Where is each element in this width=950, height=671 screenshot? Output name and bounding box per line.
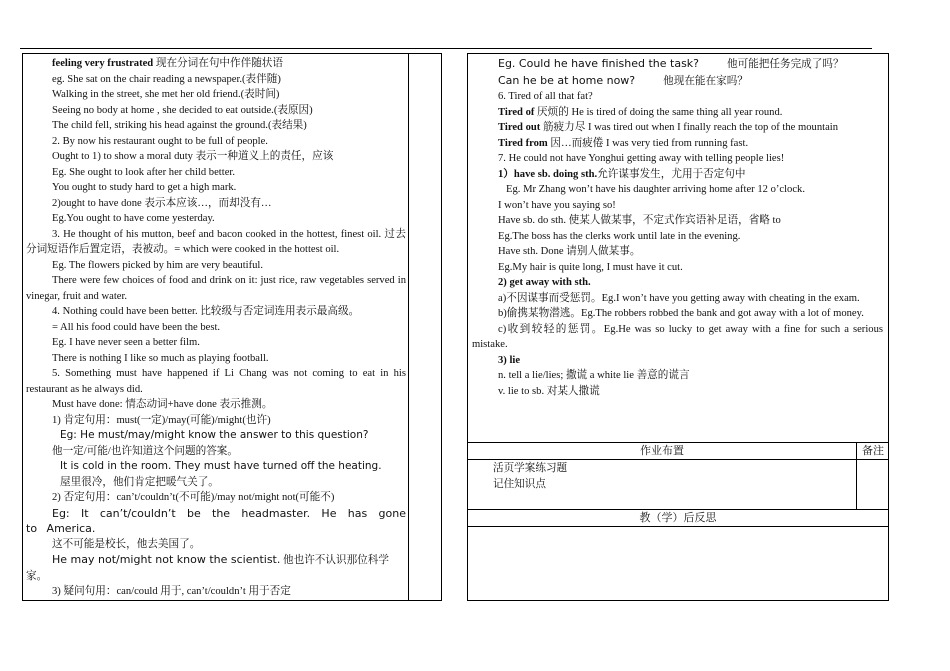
text-line: 4. Nothing could have been better. 比较级与否定词连用表示最高级。 (52, 306, 360, 317)
text-line: 7. He could not have Yonghui getting away with telling people lies! (498, 153, 785, 164)
text-line: 这不可能是校长，他去美国了。 (52, 538, 201, 550)
text-line: Tired out 筋疲力尽 I was tired out when I finally reach the top of the mountain (498, 122, 839, 133)
text-paragraph: He may not/might not know the scientist. 他也许不认识那位科学家。 (26, 553, 389, 582)
header-rule (20, 48, 872, 49)
text-line: Ought to 1) to show a moral duty 表示一种道义上的责任，应该 (52, 151, 334, 162)
text-line: 1）have sb. doing sth.允许谋事发生，尤用于否定句中 (498, 168, 746, 180)
homework-content (493, 461, 567, 492)
left-column-text (26, 56, 406, 600)
right-column-table (467, 53, 889, 601)
homework-item: 记住知识点 (493, 478, 546, 490)
text-line: There is nothing I like so much as playing football. (52, 352, 269, 364)
text-line: 2)ought to have done 表示本应该…，而却没有… (52, 197, 272, 209)
text-paragraph: 3. He thought of his mutton, beef and bacon cooked in the hottest, finest oil. 过去分词短语作后置定语，表被动。= which were cooked in the hottest oil. (26, 228, 406, 255)
text-line: Eg. The flowers picked by him are very beautiful. (52, 259, 264, 271)
right-column-text (472, 56, 883, 399)
text-line: Have sb. do sth. 使某人做某事，不定式作宾语补足语，省略 to (498, 215, 781, 226)
text-line: v. lie to sb. 对某人撒谎 (498, 385, 600, 397)
text-line: 3) lie (498, 354, 521, 366)
text-line: Eg.The boss has the clerks work until late in the evening. (498, 230, 741, 242)
homework-title: 作业布置 (640, 445, 684, 457)
homework-header-row (468, 442, 888, 460)
text-line: You ought to study hard to get a high mark. (52, 182, 237, 193)
text-line: Have sth. Done 请别人做某事。 (498, 246, 641, 257)
bold-phrase: feeling very frustrated (52, 58, 154, 69)
text-paragraph: a)不因谋事而受惩罚。Eg.I won’t have you getting away with cheating in the exam. (498, 292, 860, 304)
text-paragraph: 5. Something must have happened if Li Chang was not coming to eat in his restaurant as he always did. (26, 368, 406, 395)
text-line: Walking in the street, she met her old friend.(表时间) (52, 89, 280, 100)
text-paragraph: There were few choices of food and drink on it: just rice, raw vegetables served in vinegar, fruit and water. (26, 275, 406, 302)
text-line: 1) 肯定句用：must(一定)/may(可能)/might(也许) (52, 414, 271, 426)
text-line: It is cold in the room. They must have turned off the heating. (60, 460, 382, 472)
text-line: Eg.My hair is quite long, I must have it cut. (498, 261, 683, 273)
text-line: eg. She sat on the chair reading a newspaper.(表伴随) (52, 73, 281, 85)
text-line: Eg: He must/may/might know the answer to this question? (60, 429, 369, 441)
text-paragraph: b)偷携某物潜逃。Eg.The robbers robbed the bank and got away with a lot of money. (498, 308, 864, 319)
text-line: feeling very frustrated 现在分词在句中作伴随状语 (52, 58, 283, 69)
notes-cell (856, 459, 889, 509)
left-notes-column (408, 54, 441, 600)
text-line: Eg.You ought to have come yesterday. (52, 213, 215, 224)
text-line: Tired from 因…而疲倦 I was very tied from running fast. (498, 137, 749, 149)
text-line: Must have done: 情态动词+have done 表示推测。 (52, 399, 273, 410)
text-line: The child fell, striking his head against the ground.(表结果) (52, 120, 307, 131)
reflection-title: 教（学）后反思 (468, 509, 888, 527)
text-line: = All his food could have been the best. (52, 321, 221, 333)
text-line: 2. By now his restaurant ought to be full of people. (52, 135, 268, 147)
text-line: 3) 疑问句用：can/could 用于, can’t/couldn’t 用于否定 (52, 586, 291, 597)
text-line: Eg. She ought to look after her child better. (52, 166, 235, 178)
text-paragraph: Eg: It can’t/couldn’t be the headmaster. He has gone to America. (26, 506, 406, 535)
text-line: Eg. I have never seen a better film. (52, 337, 200, 348)
text-line: Can he be at home now? 他现在能在家吗？ (498, 73, 748, 87)
text-line: Eg. Mr Zhang won’t have his daughter arriving home after 12 o’clock. (506, 184, 805, 195)
text-line: 屋里很冷，他们肯定把暖气关了。 (60, 476, 219, 488)
text-line: 2) get away with sth. (498, 277, 591, 288)
text-line: 他一定/可能/也许知道这个问题的答案。 (52, 445, 238, 457)
text-line: Tired of 厌烦的 He is tired of doing the same thing all year round. (498, 106, 783, 118)
text-line: 2) 否定句用：can’t/couldn’t(不可能)/may not/might not(可能不) (52, 492, 335, 503)
text-line: 6. Tired of all that fat? (498, 91, 593, 102)
text-line: Eg. Could he have finished the task? 他可能把任务完成了吗？ (498, 57, 844, 70)
homework-item: 活页学案练习题 (493, 463, 568, 474)
text-paragraph: c)收到较轻的惩罚。Eg.He was so lucky to get away with a fine for such a serious mistake. (472, 323, 883, 350)
text-line: n. tell a lie/lies; 撒谎 a white lie 善意的谎言 (498, 370, 690, 381)
left-column-table (22, 53, 442, 601)
text-line: Seeing no body at home , she decided to eat outside.(表原因) (52, 104, 313, 116)
text-line: I won’t have you saying so! (498, 199, 616, 211)
homework-body-row (468, 459, 888, 509)
notes-title: 备注 (856, 443, 889, 459)
